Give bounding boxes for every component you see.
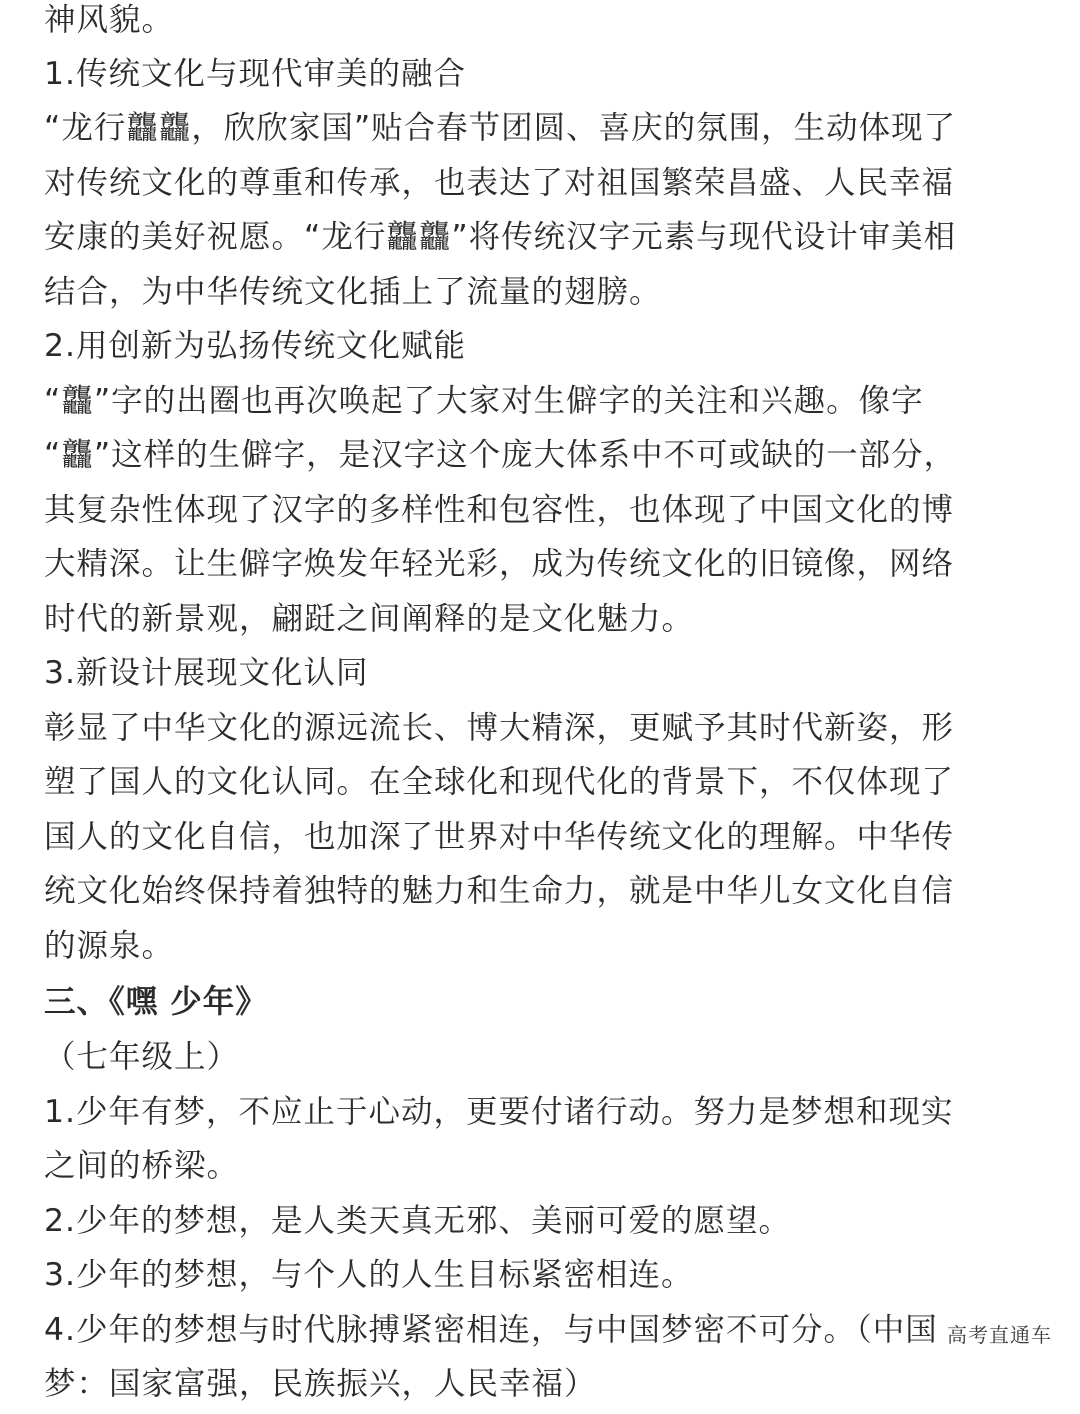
text-line: 国人的文化自信，也加深了世界对中华传统文化的理解。中华传 xyxy=(44,819,955,855)
section-heading: 1.传统文化与现代审美的融合 xyxy=(44,56,467,92)
text-line: 塑了国人的文化认同。在全球化和现代化的背景下，不仅体现了 xyxy=(44,764,955,800)
text-line: 大精深。让生僻字焕发年轻光彩，成为传统文化的旧镜像，网络 xyxy=(44,546,955,582)
text-line: 之间的桥梁。 xyxy=(44,1148,240,1184)
text-line: 2.少年的梦想，是人类天真无邪、美丽可爱的愿望。 xyxy=(44,1203,792,1239)
text-line: 结合，为中华传统文化插上了流量的翅膀。 xyxy=(44,274,662,310)
text-line: 的源泉。 xyxy=(44,928,175,964)
text-line: “龙行龘龘，欣欣家国”贴合春节团圆、喜庆的氛围，生动体现了 xyxy=(44,110,957,146)
text-line: 安康的美好祝愿。“龙行龘龘”将传统汉字元素与现代设计审美相 xyxy=(44,219,957,255)
text-line: 梦：国家富强，民族振兴，人民幸福） xyxy=(44,1366,597,1402)
section-heading: 2.用创新为弘扬传统文化赋能 xyxy=(44,328,467,364)
text-line: 神风貌。 xyxy=(44,2,175,38)
text-line: 其复杂性体现了汉字的多样性和包容性，也体现了中国文化的博 xyxy=(44,492,955,528)
text-line: 1.少年有梦，不应止于心动，更要付诸行动。努力是梦想和现实 xyxy=(44,1094,954,1130)
text-line: “龘”字的出圈也再次唤起了大家对生僻字的关注和兴趣。像字 xyxy=(44,383,924,419)
grade-label: （七年级上） xyxy=(44,1039,240,1075)
text-line: 时代的新景观，翩跹之间阐释的是文化魅力。 xyxy=(44,601,695,637)
text-line: 统文化始终保持着独特的魅力和生命力，就是中华儿女文化自信 xyxy=(44,873,955,909)
text-line: “龘”这样的生僻字，是汉字这个庞大体系中不可或缺的一部分， xyxy=(44,437,957,473)
chapter-heading: 三、《嘿 少年》 xyxy=(44,984,268,1020)
text-line: 3.少年的梦想，与个人的人生目标紧密相连。 xyxy=(44,1257,694,1293)
section-heading: 3.新设计展现文化认同 xyxy=(44,655,369,691)
text-line: 4.少年的梦想与时代脉搏紧密相连，与中国梦密不可分。（中国 xyxy=(44,1312,938,1348)
text-line: 对传统文化的尊重和传承，也表达了对祖国繁荣昌盛、人民幸福 xyxy=(44,165,955,201)
watermark: 高考直通车 xyxy=(947,1323,1052,1347)
text-line: 彰显了中华文化的源远流长、博大精深，更赋予其时代新姿，形 xyxy=(44,710,955,746)
